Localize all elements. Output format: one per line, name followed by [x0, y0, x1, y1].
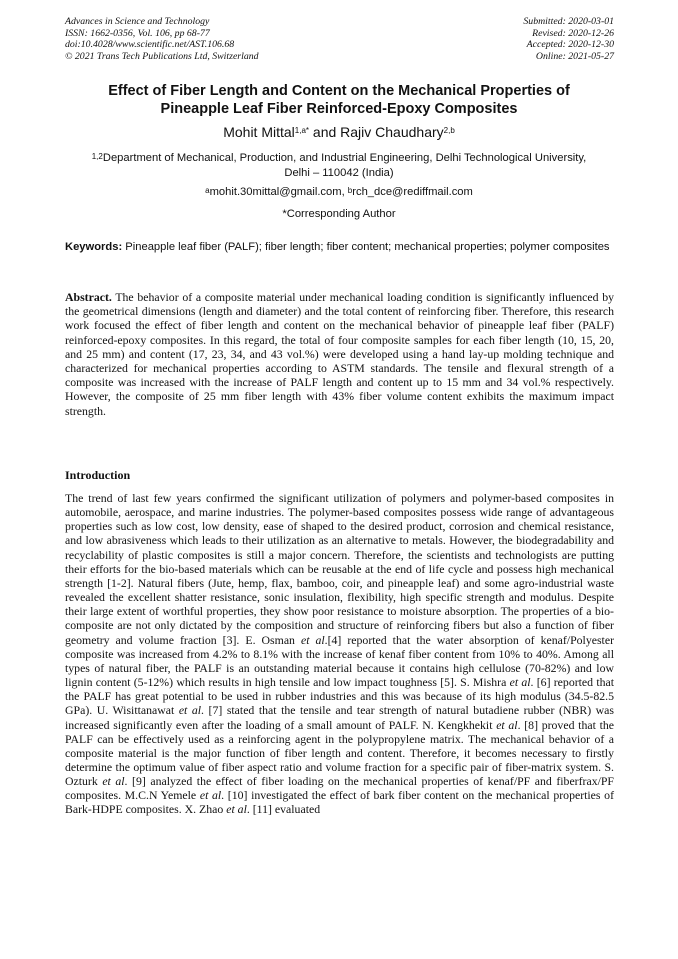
journal-info [65, 16, 259, 62]
intro-text: . [9] analyzed the effect of fiber loading on the mechanical properties of kenaf/PF and fiberfrax/PF composites. M.C.N Yemele [65, 774, 614, 803]
author-emails [60, 185, 618, 199]
intro-text: . [6] reported that the PALF has great potential to be used in rubber industries and this was because of its high modulus (34.5-82.5 GPa). U. Wisittanawat [65, 675, 615, 718]
intro-text: . [7] stated that the tensile and tear strength of natural butadiene rubber (NBR) was increased significantly even after the loading of a small amount of PALF. N. Kengkhekit [65, 703, 614, 732]
intro-text: . [11] evaluated [246, 802, 321, 817]
affiliation [90, 151, 588, 181]
author-conjunction: and [309, 124, 341, 140]
affiliation-marker: 1,2 [91, 152, 103, 161]
title-line-1: Effect of Fiber Length and Content on the Mechanical Properties of [108, 83, 570, 99]
abstract-label: Abstract. [65, 290, 112, 304]
intro-etal: et al [102, 774, 125, 789]
corresponding-author-note: *Corresponding Author [282, 208, 396, 220]
submission-dates [523, 16, 614, 62]
intro-text: . [10] investigated the effect of bark fiber content on the mechanical properties of Bark-HDPE composites. X. Zhao [65, 788, 614, 817]
intro-text: .[4] reported that the water absorption of kenaf/Polyester composite was increased from 4.2% to 8.1% with the increase of kenaf fiber content from 10% to 40%. Among all types of natural fiber, the PALF is an outstanding material because it contains high cellulose (70-82%) and low lignin content (5-12%) which results in high tensile and low impact toughness [5]. S. Mishra [65, 632, 614, 690]
abstract [65, 290, 614, 418]
journal-copyright: © 2021 Trans Tech Publications Ltd, Switzerland [65, 50, 259, 62]
affiliation-text: Department of Mechanical, Production, and Industrial Engineering, Delhi Technological University, Delhi – 110042 (India) [102, 152, 587, 179]
keywords-text: Pineapple leaf fiber (PALF); fiber length; fiber content; mechanical properties; polymer composites [122, 241, 610, 253]
author-list [60, 123, 618, 141]
date-submitted: Submitted: 2020-03-01 [523, 16, 614, 27]
keywords [65, 240, 614, 255]
date-accepted: Accepted: 2020-12-30 [526, 39, 614, 51]
abstract-text: The behavior of a composite material under mechanical loading condition is significantly influenced by the geometrical dimensions (length and diameter) and the total content of reinforcing fiber. Therefore, this research work focused the effect of fiber length and content on the mechanical behavior of pineapple leaf fiber (PALF) reinforced-epoxy composites. In this regard, the total of four composite samples for each fiber length (10, 15, 20, and 25 mm) and content (17, 23, 34, and 43 vol.%) were developed using a hand lay-up molding technique and characterized for mechanical properties according to ASTM standards. The tensile and flexural strength of a composite was increased with the increase of PALF length and content up to 15 mm and 34 vol.% respectively. However, the composite of 25 mm fiber length with 43% fiber volume content exhibits the maximum impact strength. [65, 290, 614, 418]
introduction-paragraph [65, 491, 614, 817]
title-line-2: Pineapple Leaf Fiber Reinforced-Epoxy Composites [160, 101, 518, 117]
intro-etal: et al [226, 802, 247, 817]
intro-text: . [8] proved that the PALF can be effectively used as a reinforcing agent in the polypropylene matrix. The mechanical behavior of a composite material is the major function of fiber length and content. Therefore, it becomes necessary to firstly determine the optimum value of fiber aspect ratio and volume fraction for a specific pair of fiber-matrix system. S. Ozturk [65, 717, 614, 789]
keywords-label: Keywords: [65, 241, 123, 253]
journal-doi: doi:10.4028/www.scientific.net/AST.106.68 [65, 39, 235, 51]
intro-etal: et al [496, 717, 518, 732]
intro-etal: et al [178, 703, 202, 718]
email-a-marker: a [205, 186, 210, 195]
journal-issn: ISSN: 1662-0356, Vol. 106, pp 68-77 [65, 27, 210, 39]
date-revised: Revised: 2020-12-26 [532, 27, 614, 39]
email-a[interactable]: mohit.30mittal@gmail.com, [209, 186, 348, 198]
email-b-marker: b [347, 186, 353, 195]
intro-text: The trend of last few years confirmed the significant utilization of polymers and polymer-based composites in automobile, aerospace, and marine industries. The polymer-based composites possess wide range of advantageous properties such as low cost, low density, ease of shaped to the desired product, corrosion and chemical resistance, and low abrasiveness which leads to their utilization as an alternative to metals. However, the biodegradability and recyclability of plastic composites is still a major concern. Therefore, the scientists and technologists are putting their efforts for the bio-based materials which can be reusable at the end of life cycle and possess high mechanical strength [1-2]. Natural fibers (Jute, hemp, flax, bamboo, coir, and pineapple leaf) and some agro-industrial waste revealed the excellent shatter resistance, sonic insulation, flexibility, high specific strength and modulus. Despite their large extent of worthful properties, they show poor resistance to moisture absorption. The properties of a bio-composite are not only dictated by the composition and structure of reinforcing fibers but also a function of fiber geometry and volume fraction [3]. E. Osman [65, 491, 614, 647]
intro-etal: et al [509, 675, 531, 690]
author-2: Rajiv Chaudhary [340, 124, 444, 140]
date-online: Online: 2021-05-27 [535, 50, 614, 62]
author-1-affil: 1,a* [294, 126, 310, 135]
intro-etal: et al [199, 788, 222, 803]
author-2-affil: 2,b [443, 126, 455, 135]
intro-etal: et al [300, 632, 325, 647]
paper-title [60, 82, 618, 118]
introduction-heading: Introduction [65, 468, 131, 482]
email-b[interactable]: rch_dce@rediffmail.com [352, 186, 473, 198]
journal-name: Advances in Science and Technology [65, 16, 210, 27]
author-1: Mohit Mittal [223, 124, 295, 140]
